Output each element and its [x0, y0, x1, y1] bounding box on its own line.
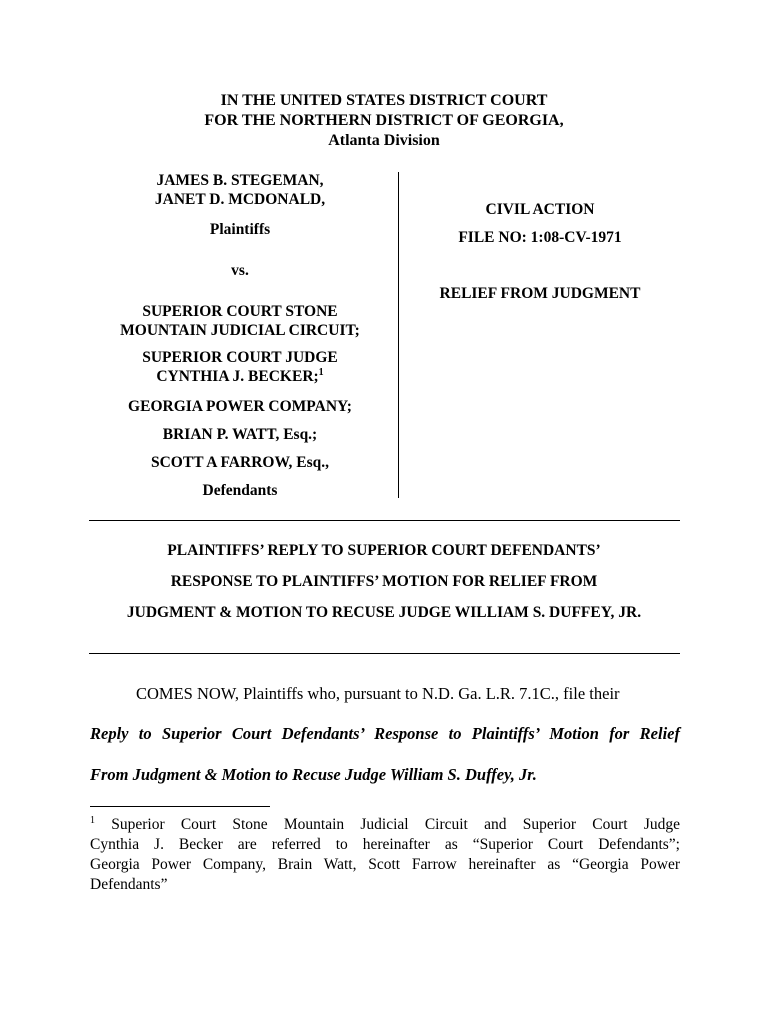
defendant-2-line-2: [90, 367, 390, 386]
versus-label: vs.: [231, 262, 249, 279]
defendant-4: BRIAN P. WATT, Esq.;: [162, 426, 318, 443]
footnote-marker[interactable]: 1: [318, 366, 324, 378]
document-title-line-1: PLAINTIFFS’ REPLY TO SUPERIOR COURT DEFENDANTS’: [167, 542, 601, 559]
civil-action-label: CIVIL ACTION: [485, 201, 595, 218]
document-title-line-3: JUDGMENT & MOTION TO RECUSE JUDGE WILLIAM S. DUFFEY, JR.: [126, 604, 642, 621]
plaintiff-2: JANET D. MCDONALD,: [154, 191, 326, 208]
defendant-3: GEORGIA POWER COMPANY;: [128, 398, 352, 415]
plaintiffs-label: Plaintiffs: [209, 221, 271, 238]
defendant-1: [90, 302, 390, 340]
title-rule-top: [89, 520, 680, 521]
title-rule-bottom: [89, 653, 680, 654]
body-italic-line-2: From Judgment & Motion to Recuse Judge William S. Duffey, Jr.: [90, 765, 537, 784]
footnote-rule: [90, 806, 270, 807]
caption-divider: [398, 172, 399, 498]
relief-label: RELIEF FROM JUDGMENT: [439, 285, 641, 302]
court-header: [0, 91, 768, 151]
footnote-line-3: Georgia Power Company, Brain Watt, Scott Farrow hereinafter as “Georgia Power: [90, 856, 680, 873]
defendant-2-line-1: SUPERIOR COURT JUDGE: [142, 349, 338, 366]
footnote-line-4: Defendants”: [90, 876, 168, 893]
district-name: FOR THE NORTHERN DISTRICT OF GEORGIA,: [204, 112, 564, 129]
footnote-number: 1: [90, 814, 95, 826]
file-number: FILE NO: 1:08-CV-1971: [458, 229, 622, 246]
plaintiffs-block: [90, 171, 390, 209]
body-intro: COMES NOW, Plaintiffs who, pursuant to N.D. Ga. L.R. 7.1C., file their: [136, 684, 620, 703]
body-italic-line-1: Reply to Superior Court Defendants’ Response to Plaintiffs’ Motion for Relief: [90, 724, 680, 743]
court-name: IN THE UNITED STATES DISTRICT COURT: [220, 92, 548, 109]
footnote-line-2: Cynthia J. Becker are referred to hereinafter as “Superior Court Defendants”;: [90, 836, 680, 853]
defendant-2-name: CYNTHIA J. BECKER;: [156, 368, 319, 385]
defendant-5: SCOTT A FARROW, Esq.,: [150, 454, 330, 471]
division-name: Atlanta Division: [328, 132, 440, 149]
document-title-line-2: RESPONSE TO PLAINTIFFS’ MOTION FOR RELIEF FROM: [170, 573, 598, 590]
plaintiff-1: JAMES B. STEGEMAN,: [156, 172, 324, 189]
footnote-text-1: Superior Court Stone Mountain Judicial Circuit and Superior Court Judge: [95, 816, 680, 833]
footnote-line-1: [90, 815, 680, 835]
defendant-2: [90, 348, 390, 386]
defendant-1-line-1: SUPERIOR COURT STONE: [142, 303, 338, 320]
defendant-1-line-2: MOUNTAIN JUDICIAL CIRCUIT;: [120, 322, 360, 339]
footnote: [90, 815, 680, 895]
defendants-label: Defendants: [202, 482, 278, 499]
